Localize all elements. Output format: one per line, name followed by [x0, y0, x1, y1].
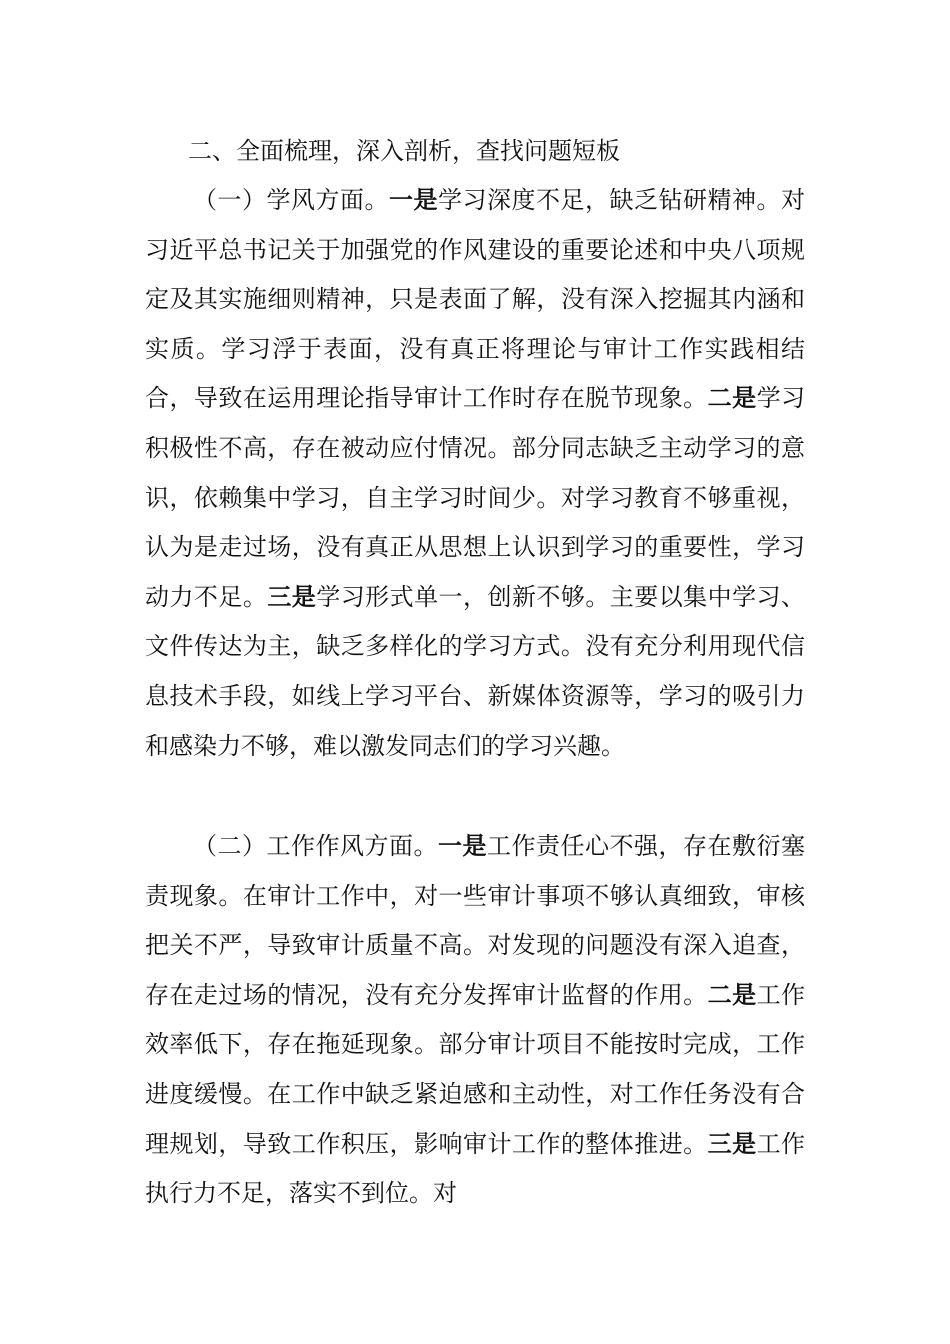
paragraph-text: （二）工作作风方面。: [193, 832, 438, 860]
paragraph-text: 工作效率低下，存在拖延现象。部分审计项目不能按时完成，工作进度缓慢。在工作中缺乏紧迫感和主动性，对工作任务没有合理规划，导致工作积压，影响审计工作的整体推进。: [145, 980, 806, 1158]
emphasis-second: 二是: [707, 384, 757, 413]
paragraph-study-style: [145, 176, 805, 771]
emphasis-second: 二是: [707, 980, 757, 1009]
paragraph-text: 工作执行力不足，落实不到位。对: [145, 1129, 806, 1208]
emphasis-first: 一是: [389, 186, 438, 214]
emphasis-third: 三是: [707, 1129, 757, 1158]
paragraph-text: 学习积极性不高，存在被动应付情况。部分同志缺乏主动学习的意识，依赖集中学习，自主学习时间少。对学习教育不够重视，认为是走过场，没有真正从思想上认识到学习的重要性，学习动力不足。: [145, 384, 806, 611]
paragraph-text: （一）学风方面。: [193, 186, 389, 214]
paragraph-text: 工作责任心不强，存在敷衍塞责现象。在审计工作中，对一些审计事项不够认真细致，审核把关不严，导致审计质量不高。对发现的问题没有深入追查，存在走过场的情况，没有充分发挥审计监督的作用。: [145, 832, 805, 1009]
paragraph-text: 学习形式单一，创新不够。主要以集中学习、文件传达为主，缺乏多样化的学习方式。没有充分利用现代信息技术手段，如线上学习平台、新媒体资源等，学习的吸引力和感染力不够，难以激发同志们的学习兴趣。: [145, 582, 806, 760]
paragraph-work-style: [145, 822, 805, 1219]
emphasis-third: 三是: [267, 582, 317, 611]
paragraph-text: 学习深度不足，缺乏钻研精神。对习近平总书记关于加强党的作风建设的重要论述和中央八项规定及其实施细则精神，只是表面了解，没有深入挖掘其内涵和实质。学习浮于表面，没有真正将理论与审计工作实践相结合，导致在运用理论指导审计工作时存在脱节现象。: [145, 186, 805, 413]
section-heading: 二、全面梳理，深入剖析，查找问题短板: [188, 137, 620, 165]
emphasis-first: 一是: [438, 832, 487, 860]
